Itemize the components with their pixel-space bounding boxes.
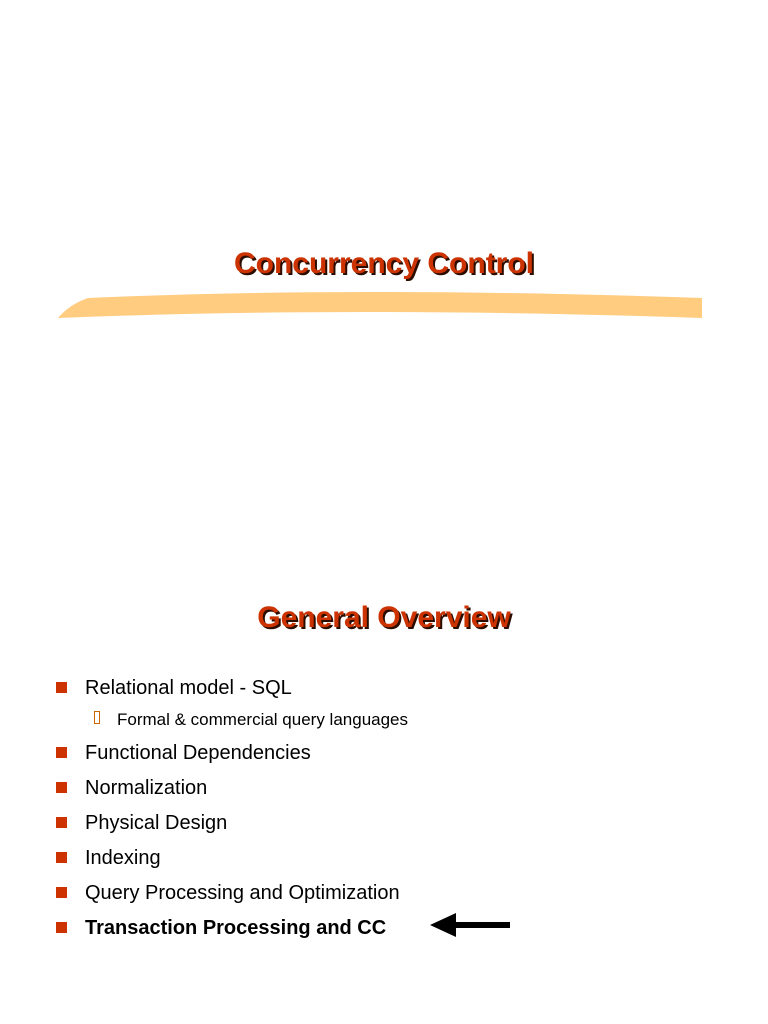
- overview-bullet-list: [56, 670, 716, 945]
- square-bullet-icon: [56, 852, 67, 863]
- bullet-text: Transaction Processing and CC: [85, 916, 387, 939]
- bullet-text: Relational model - SQL: [85, 676, 292, 699]
- bullet-text: Indexing: [85, 846, 161, 869]
- square-bullet-icon: [56, 922, 67, 933]
- list-item: [56, 875, 716, 910]
- title-underline-swoosh: [56, 288, 704, 322]
- square-bullet-icon: [56, 747, 67, 758]
- list-item: [56, 805, 716, 840]
- left-arrow-icon: [430, 912, 512, 938]
- bullet-text: Query Processing and Optimization: [85, 881, 400, 904]
- bullet-text: Normalization: [85, 776, 208, 799]
- overview-title: General Overview: [257, 601, 511, 634]
- square-bullet-icon: [56, 682, 67, 693]
- square-bullet-icon: [56, 782, 67, 793]
- sub-list-item: [56, 705, 716, 735]
- slide-title: Concurrency Control: [233, 247, 535, 280]
- square-bullet-icon: [56, 817, 67, 828]
- bullet-text: Physical Design: [85, 811, 228, 834]
- list-item: [56, 735, 716, 770]
- list-item: [56, 840, 716, 875]
- sub-bullet-text: Formal & commercial query languages: [117, 710, 409, 729]
- list-item-highlighted: [56, 910, 716, 945]
- list-item: [56, 770, 716, 805]
- sub-bullet-icon: [94, 711, 100, 724]
- list-item: [56, 670, 716, 705]
- square-bullet-icon: [56, 887, 67, 898]
- bullet-text: Functional Dependencies: [85, 741, 311, 764]
